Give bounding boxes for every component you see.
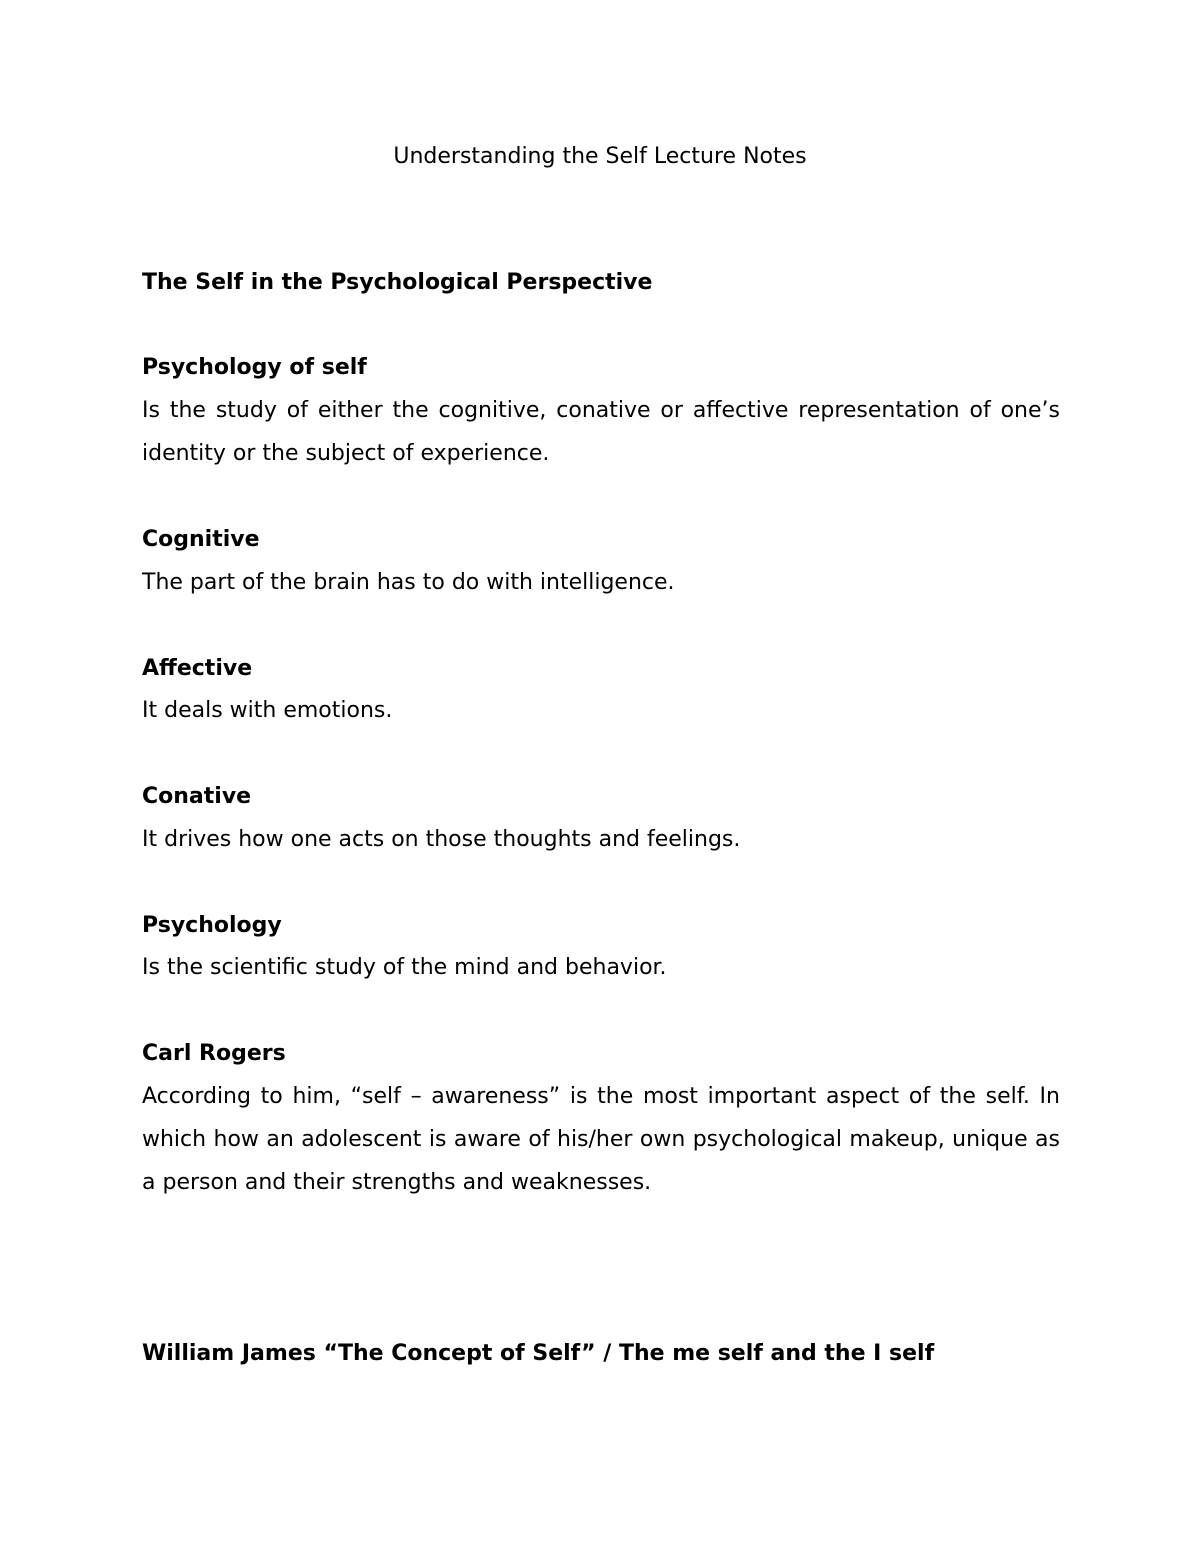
final-heading-william-james: William James “The Concept of Self” / The me self and the I self — [142, 1341, 935, 1366]
entry-heading-psychology-of-self: Psychology of self — [142, 355, 367, 380]
entry-body-affective: It deals with emotions. — [142, 698, 393, 723]
entry-body-cognitive: The part of the brain has to do with intelligence. — [142, 570, 675, 595]
entry-heading-carl-rogers: Carl Rogers — [142, 1041, 286, 1066]
entry-heading-affective: Affective — [142, 656, 253, 681]
entry-heading-psychology: Psychology — [142, 913, 282, 938]
entry-body-psychology: Is the scientific study of the mind and behavior. — [142, 955, 667, 980]
entry-body-carl-rogers: According to him, “self – awareness” is the most important aspect of the self. In which how an adolescent is aware of his/her own psychological makeup, unique as a person and their strengths and weaknesses. — [142, 1084, 1060, 1195]
entry-body-psychology-of-self: Is the study of either the cognitive, conative or affective representation of one’s identity or the subject of experience. — [142, 398, 1060, 466]
entry-heading-conative: Conative — [142, 784, 252, 809]
entry-heading-cognitive: Cognitive — [142, 527, 260, 552]
entry-body-conative: It drives how one acts on those thoughts and feelings. — [142, 827, 741, 852]
section-heading: The Self in the Psychological Perspective — [142, 270, 653, 295]
document-title: Understanding the Self Lecture Notes — [393, 144, 807, 169]
